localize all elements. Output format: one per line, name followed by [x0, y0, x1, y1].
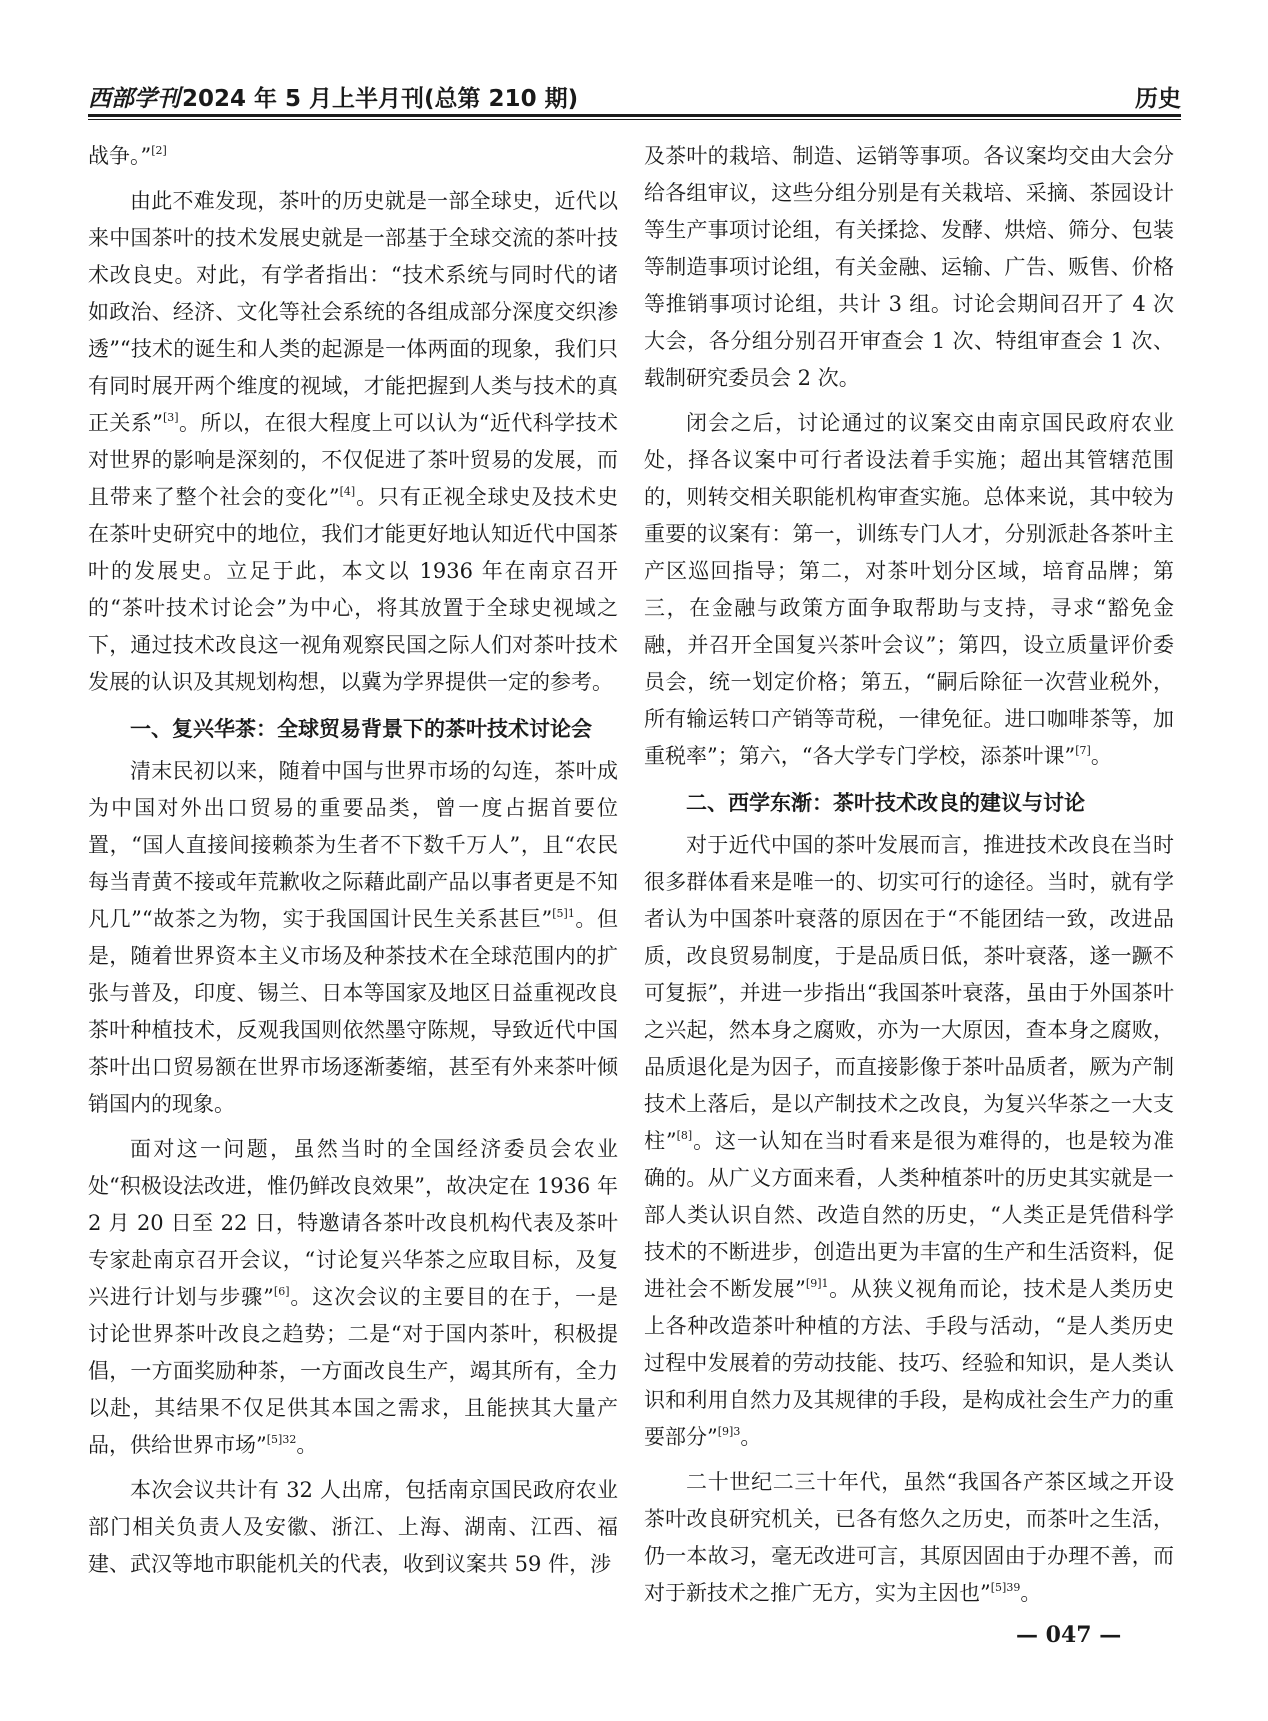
paragraph-text: 。只有正视全球史及技术史在茶叶史研究中的地位，我们才能更好地认知近代中国茶叶的发展史。立足于此，本文以 1936 年在南京召开的“茶叶技术讨论会”为中心，将其放置于全球史视域之下，通过技术改良这一视角观察民国之际人们对茶叶技术发展的认识及其规划构想，以冀为学界提供一定的参考。 — [88, 485, 618, 694]
paragraph-text: 。所以，在很大程度上可以认为“近代科学技术对世界的影响是深刻的，不仅促进了茶叶贸易的发展，而且带来了整个社会的变化” — [88, 411, 618, 509]
header-rule-thin — [88, 119, 1181, 120]
section-heading: 一、复兴华茶：全球贸易背景下的茶叶技术讨论会 — [130, 717, 592, 741]
citation: [6] — [273, 1285, 290, 1298]
paragraph: 本次会议共计有 32 人出席，包括南京国民政府农业部门相关负责人及安徽、浙江、上海、湖南、江西、福建、武汉等地市职能机关的代表，收到议案共 59 件，涉 — [88, 1478, 618, 1576]
paragraph — [644, 1464, 1174, 1612]
paragraph-text: 闭会之后，讨论通过的议案交由南京国民政府农业处，择各议案中可行者设法着手实施；超出其管辖范围的，则转交相关职能机构审查实施。总体来说，其中较为重要的议案有：第一，训练专门人才，分别派赴各茶叶主产区巡回指导；第二，对茶叶划分区域，培育品牌；第三，在金融与政策方面争取帮助与支持，寻求“豁免金融，并召开全国复兴茶叶会议”；第四，设立质量评价委员会，统一划定价格；第五，“嗣后除征一次营业税外，所有输运转口产销等苛税，一律免征。进口咖啡茶等，加重税率”；第六，“各大学专门学校，添茶叶课” — [644, 411, 1174, 768]
page-number: — 047 — — [1016, 1622, 1122, 1648]
paragraph — [88, 183, 618, 701]
citation: [7] — [1075, 744, 1091, 757]
paragraph-text: 战争。” — [88, 144, 152, 168]
paragraph — [644, 827, 1174, 1456]
citation: [5]32 — [266, 1433, 297, 1446]
citation: [9]1 — [805, 1277, 829, 1290]
citation: [5]1 — [552, 907, 575, 920]
issue-info: 2024 年 5 月上半月刊(总第 210 期) — [182, 86, 579, 112]
running-header — [88, 76, 1181, 120]
paragraph: 及茶叶的栽培、制造、运销等事项。各议案均交由大会分给各组审议，这些分组分别是有关栽培、采摘、茶园设计等生产事项讨论组，有关揉捻、发酵、烘焙、筛分、包装等制造事项讨论组，有关金融、运输、广告、贩售、价格等推销事项讨论组，共计 3 组。讨论会期间召开了 4 次大会，各分组分别召开审查会 1 次、特组审查会 1 次、载制研究委员会 2 次。 — [644, 144, 1174, 390]
paragraph-text: 清末民初以来，随着中国与世界市场的勾连，茶叶成为中国对外出口贸易的重要品类，曾一度占据首要位置，“国人直接间接赖茶为生者不下数千万人”，且“农民每当青黄不接或年荒歉收之际藉此副产品以事者更是不知凡几”“故茶之为物，实于我国国计民生关系甚巨” — [88, 759, 618, 931]
citation: [8] — [676, 1129, 693, 1142]
right-column — [644, 138, 1174, 1612]
paragraph-text: 面对这一问题，虽然当时的全国经济委员会农业处“积极设法改进，惟仍鲜改良效果”，故决定在 1936 年 2 月 20 日至 22 日，特邀请各茶叶改良机构代表及茶叶专家赴南京召开会议，“讨论复兴华茶之应取目标，及复兴进行计划与步骤” — [88, 1137, 618, 1309]
citation: [3] — [162, 411, 179, 424]
left-column — [88, 138, 618, 1583]
paragraph — [88, 138, 618, 175]
section-heading: 二、西学东渐：茶叶技术改良的建议与讨论 — [686, 791, 1085, 815]
paragraph-text: 。从狭义视角而论，技术是人类历史上各种改造茶叶种植的方法、手段与活动，“是人类历史过程中发展着的劳动技能、技巧、经验和知识，是人类认识和利用自然力及其规律的手段，是构成社会生产力的重要部分” — [644, 1277, 1174, 1449]
paragraph-text: 。但是，随着世界资本主义市场及种茶技术在全球范围内的扩张与普及，印度、锡兰、日本等国家及地区日益重视改良茶叶种植技术，反观我国则依然墨守陈规，导致近代中国茶叶出口贸易额在世界市场逐渐萎缩，甚至有外来茶叶倾销国内的现象。 — [88, 907, 618, 1116]
paragraph-text: 。这一认知在当时看来是很为难得的，也是较为准确的。从广义方面来看，人类种植茶叶的历史其实就是一部人类认识自然、改造自然的历史，“人类正是凭借科学技术的不断进步，创造出更为丰富的生产和生活资料，促进社会不断发展” — [644, 1129, 1174, 1301]
paragraph-text: 由此不难发现，茶叶的历史就是一部全球史，近代以来中国茶叶的技术发展史就是一部基于全球交流的茶叶技术改良史。对此，有学者指出：“技术系统与同时代的诸如政治、经济、文化等社会系统的各组成部分深度交织渗透”“技术的诞生和人类的起源是一体两面的现象，我们只有同时展开两个维度的视域，才能把握到人类与技术的真正关系” — [88, 189, 618, 435]
paragraph-text: 二十世纪二三十年代，虽然“我国各产茶区域之开设茶叶改良研究机关，已各有悠久之历史，而茶叶之生活，仍一本故习，毫无改进可言，其原因固由于办理不善，而对于新技术之推广无方，实为主因也” — [644, 1470, 1174, 1605]
paragraph-text: 。 — [740, 1425, 762, 1449]
citation: [2] — [151, 144, 167, 157]
paragraph-text: 。 — [296, 1433, 318, 1457]
paragraph — [644, 405, 1174, 775]
citation: [4] — [339, 485, 356, 498]
paragraph — [88, 1131, 618, 1464]
header-rule-thick — [88, 114, 1181, 117]
citation: [5]39 — [990, 1581, 1021, 1594]
citation: [9]3 — [717, 1425, 741, 1438]
paragraph-text: 。这次会议的主要目的在于，一是讨论世界茶叶改良之趋势；二是“对于国内茶叶，积极提倡，一方面奖励种茶，一方面改良生产，竭其所有，全力以赴，其结果不仅足供其本国之需求，且能挟其大量产品，供给世界市场” — [88, 1285, 618, 1457]
paragraph-text: 。 — [1090, 744, 1112, 768]
journal-logo: 西部学刊 — [88, 85, 180, 112]
journal-masthead — [88, 80, 578, 113]
paragraph — [88, 753, 618, 1123]
paragraph-text: 对于近代中国的茶叶发展而言，推进技术改良在当时很多群体看来是唯一的、切实可行的途径。当时，就有学者认为中国茶叶衰落的原因在于“不能团结一致，改进品质，改良贸易制度，于是品质日低，茶叶衰落，遂一蹶不可复振”，并进一步指出“我国茶叶衰落，虽由于外国茶叶之兴起，然本身之腐败，亦为一大原因，查本身之腐败，品质退化是为因子，而直接影像于茶叶品质者，厥为产制技术上落后，是以产制技术之改良，为复兴华茶之一大支柱” — [644, 833, 1174, 1153]
section-label: 历史 — [1135, 86, 1181, 112]
paragraph-text: 。 — [1020, 1581, 1042, 1605]
